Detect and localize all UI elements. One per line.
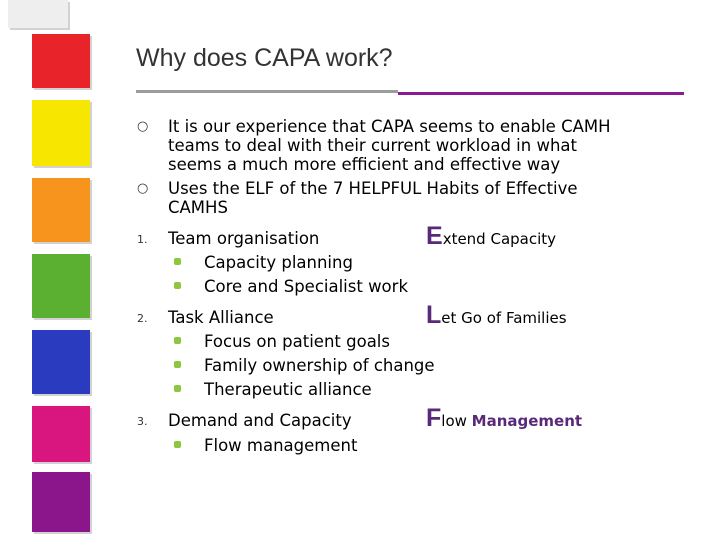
item-2-sub-1: Focus on patient goals (204, 332, 390, 351)
item-3-sub-1: Flow management (204, 436, 358, 455)
item-1-label: Team organisation (168, 229, 320, 248)
elf-let-go-of-families (426, 301, 567, 330)
sub-bullet-square (174, 361, 181, 368)
title-rule-grey (136, 90, 398, 93)
tile-magenta (32, 406, 90, 462)
item-3-number: 3. (137, 415, 148, 428)
sub-bullet-square (174, 385, 181, 392)
bullet-marker: ○ (137, 119, 149, 134)
bullet-marker: ○ (137, 181, 149, 196)
elf-flow-management (426, 404, 582, 433)
bullet-1-line-1: It is our experience that CAPA seems to enable CAMH (168, 117, 611, 136)
tile-blue (32, 330, 90, 394)
title-rule-purple (398, 92, 684, 95)
tile-yellow (32, 100, 90, 166)
item-1-sub-1: Capacity planning (204, 253, 353, 272)
item-2-sub-3: Therapeutic alliance (204, 380, 372, 399)
item-1-sub-2: Core and Specialist work (204, 277, 408, 296)
tile-orange (32, 178, 90, 242)
elf-letter-l: L (426, 301, 442, 329)
elf-rest-2: et Go of Families (441, 309, 567, 327)
elf-management: Management (471, 412, 583, 430)
slide-title: Why does CAPA work? (136, 44, 393, 72)
elf-rest-1: xtend Capacity (442, 230, 557, 248)
bullet-1-line-2: teams to deal with their current workload in what (168, 136, 577, 155)
bullet-2-line-2: CAMHS (168, 198, 228, 217)
sub-bullet-square (174, 441, 181, 448)
item-3-label: Demand and Capacity (168, 411, 352, 430)
item-2-label: Task Alliance (168, 308, 274, 327)
tile-red (32, 34, 90, 88)
sub-bullet-square (174, 337, 181, 344)
tile-light-grey (8, 0, 68, 28)
bullet-2-line-1: Uses the ELF of the 7 HELPFUL Habits of Effective (168, 179, 578, 198)
elf-rest-3: low (441, 412, 472, 430)
item-2-number: 2. (137, 312, 148, 325)
item-2-sub-2: Family ownership of change (204, 356, 435, 375)
sub-bullet-square (174, 282, 181, 289)
sub-bullet-square (174, 258, 181, 265)
bullet-1-line-3: seems a much more efficient and effective way (168, 155, 561, 174)
elf-letter-e: E (426, 222, 443, 250)
elf-letter-f: F (426, 404, 442, 432)
elf-extend-capacity (426, 222, 556, 251)
item-1-number: 1. (137, 233, 148, 246)
decorative-color-strip (0, 0, 90, 540)
tile-green (32, 254, 90, 318)
tile-purple (32, 472, 90, 532)
